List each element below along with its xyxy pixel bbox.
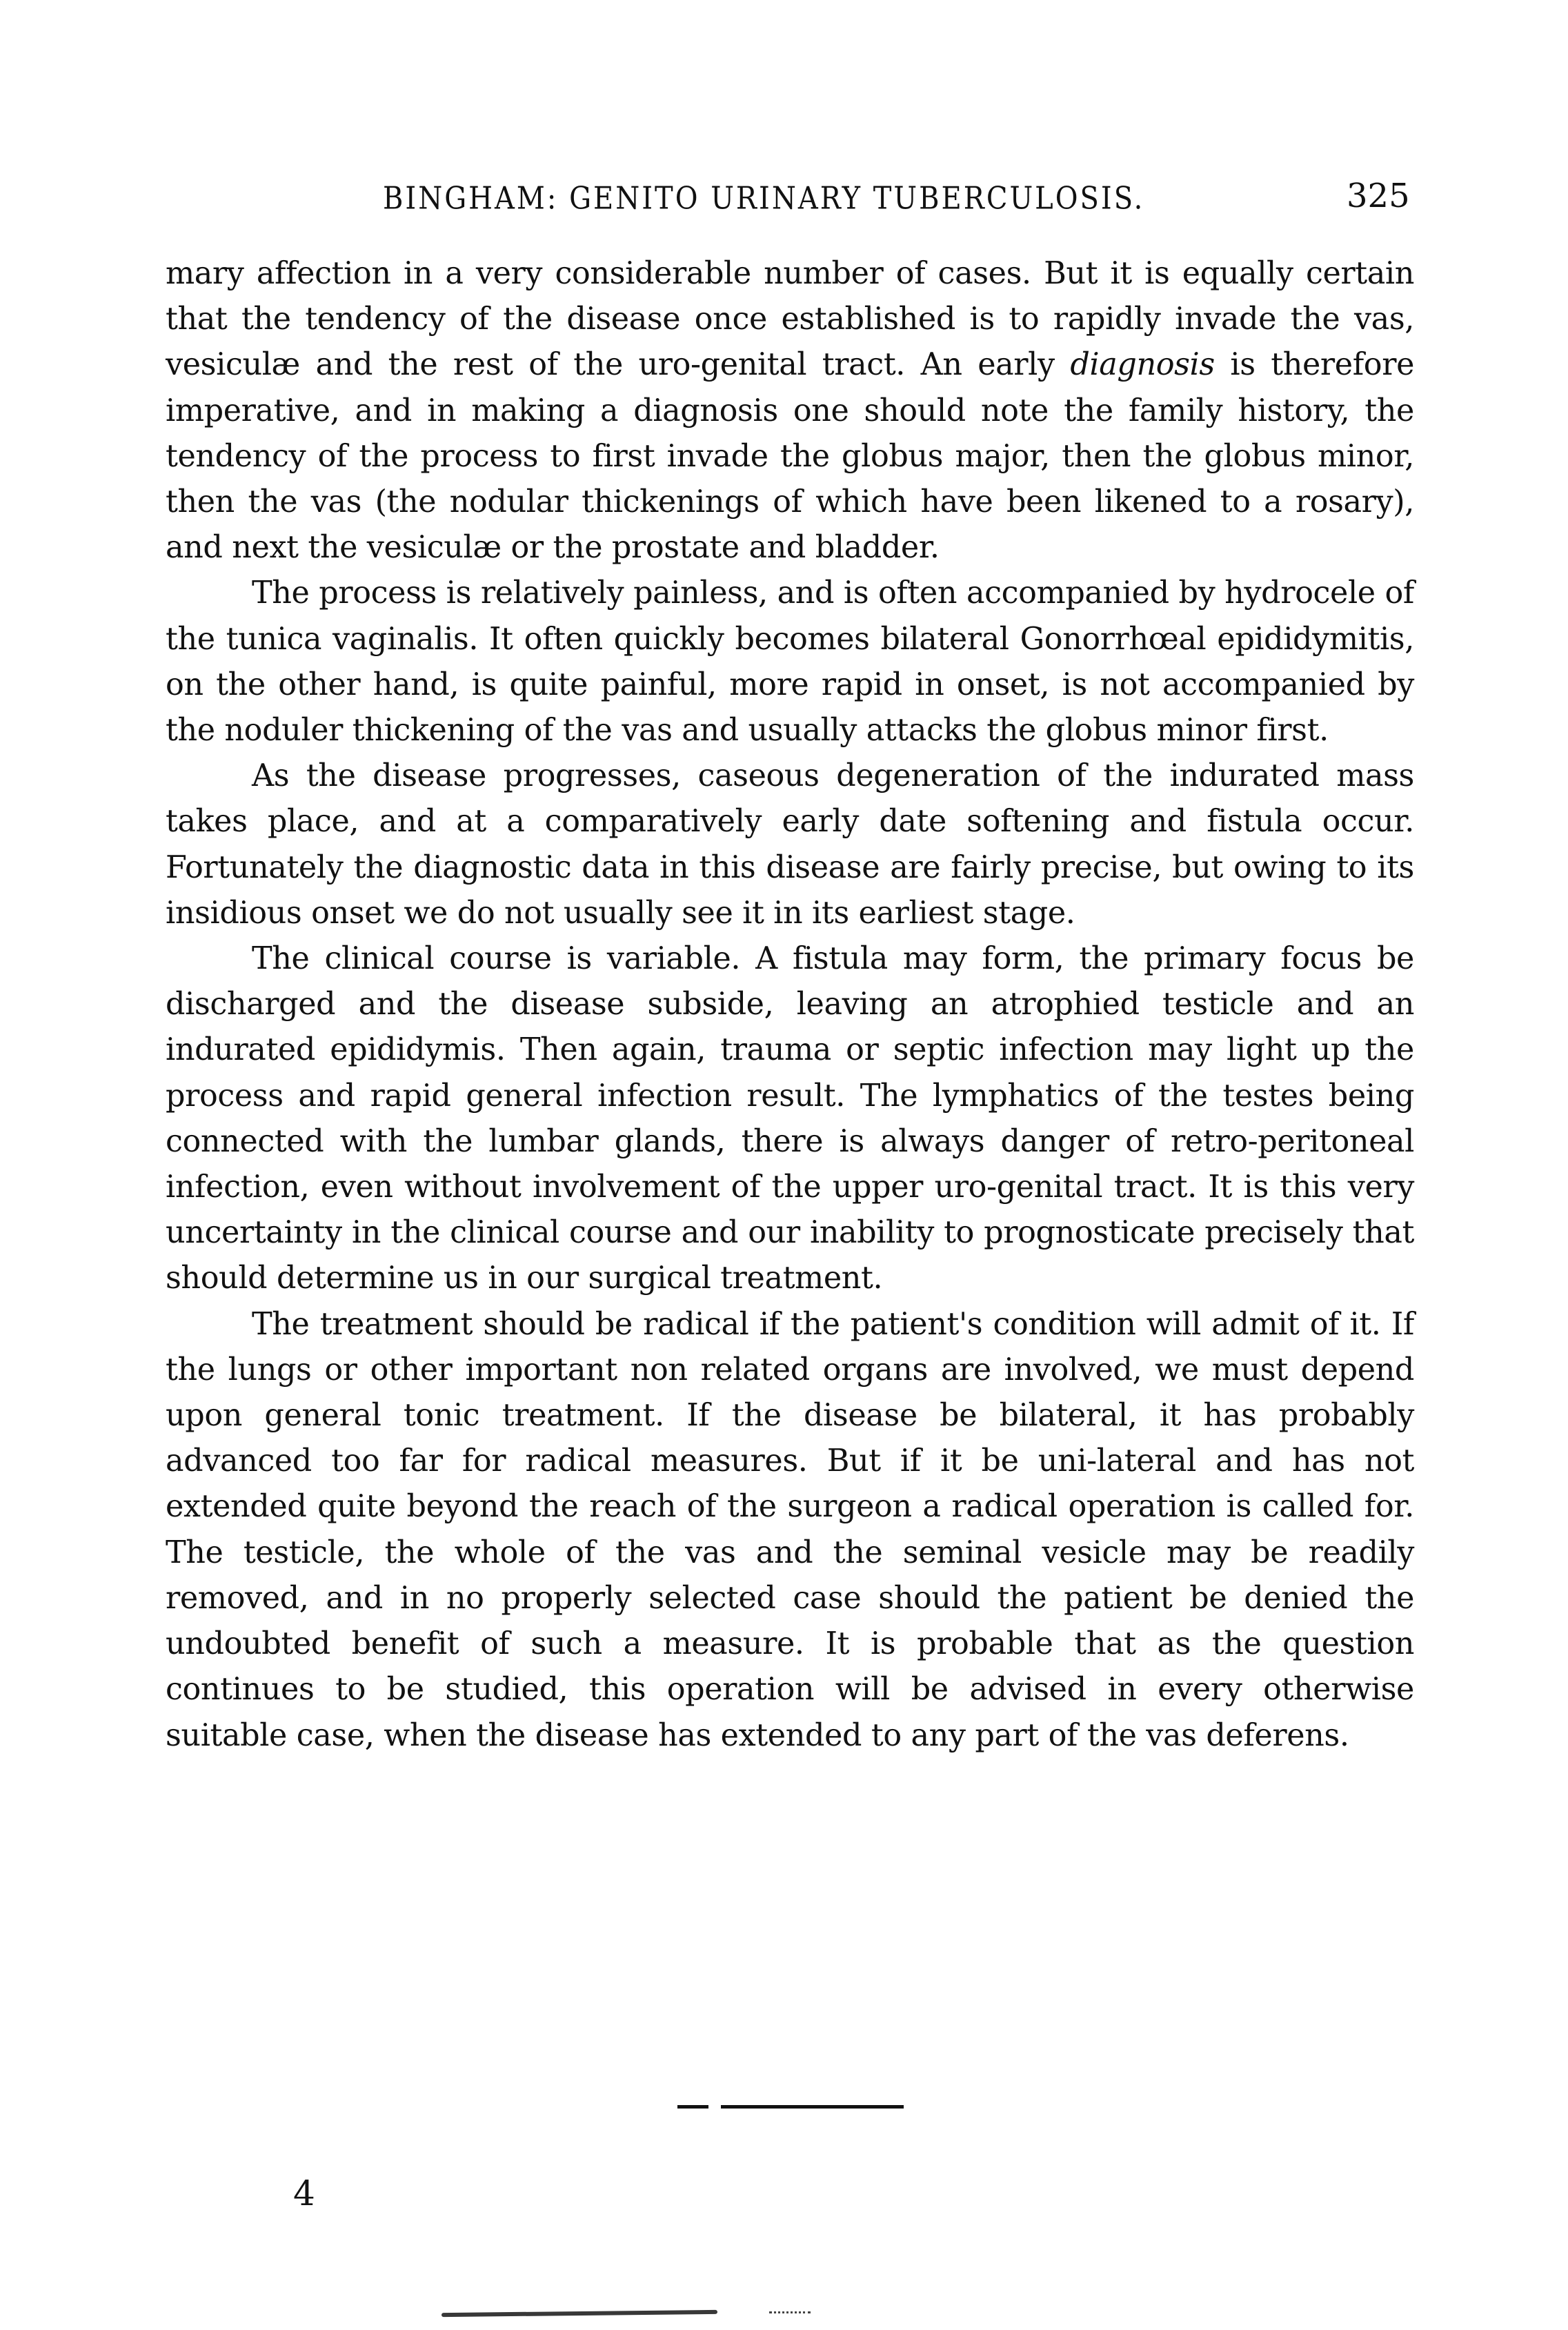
paragraph xyxy=(166,571,1414,753)
scan-artifact-line xyxy=(441,2310,717,2317)
text-run: As the disease progresses, caseous degeneration of the indurated mass takes place, and at a comparatively early date softening and fistula occur. Fortunately the diagnostic data in this disease are fairly precise, but owing to its insidious onset we do not usually see it in its earliest stage. xyxy=(166,758,1414,931)
paragraph xyxy=(166,753,1414,936)
paragraph xyxy=(166,936,1414,1302)
paragraph xyxy=(166,251,1414,571)
page-number: 325 xyxy=(1347,177,1410,215)
paragraph xyxy=(166,1302,1414,1759)
text-run: The treatment should be radical if the patient's condition will admit of it. If the lungs or other important non related organs are involved, we must depend upon general tonic treatment. If the disease be bilateral, it has probably advanced too far for radical measures. But if it be uni-lateral and has not extended quite beyond the reach of the surgeon a radical operation is called for. The testicle, the whole of the vas and the seminal vesicle may be readily removed, and in no properly selected case should the patient be denied the undoubted benefit of such a measure. It is probable that as the question continues to be studied, this operation will be advised in every otherwise suitable case, when the disease has extended to any part of the vas deferens. xyxy=(166,1306,1414,1753)
running-header xyxy=(0,177,1568,222)
text-run: mary affection in a very considerable number of cases. But it is equally certain that the tendency of the disease once established is to rapidly invade the vas, vesiculæ and the rest of the uro-genital tract. An early xyxy=(166,256,1414,383)
text-run: is therefore imperative, and in making a diagnosis one should note the family history, the tendency of the process to first invade the globus major, then the globus minor, then the vas (the nodular thickenings of which have been likened to a rosary), and next the vesiculæ or the prostate and bladder. xyxy=(166,347,1415,566)
signature-mark: 4 xyxy=(293,2173,315,2213)
italic-term: diagnosis xyxy=(1070,347,1215,383)
text-run: The clinical course is variable. A fistula may form, the primary focus be discharged and the disease subside, leaving an atrophied testicle and an indurated epididymis. Then again, trauma or septic infection may light up the process and rapid general infection result. The lymphatics of the testes being connected with the lumbar glands, there is always danger of retro-peritoneal infection, even without involvement of the upper uro-genital tract. It is this very uncertainty in the clinical course and our inability to prognosticate precisely that should determine us in our surgical treatment. xyxy=(166,941,1414,1296)
scan-artifact-dots xyxy=(769,2311,811,2316)
running-title: BINGHAM: GENITO URINARY TUBERCULOSIS. xyxy=(383,181,1145,217)
section-end-rule-short xyxy=(677,2105,708,2109)
body-text xyxy=(166,251,1414,1759)
section-end-rule-long xyxy=(721,2105,904,2109)
text-run: The process is relatively painless, and is often accompanied by hydrocele of the tunica vaginalis. It often quickly becomes bilateral Gonorrhœal epididymitis, on the other hand, is quite painful, more rapid in onset, is not accompanied by the noduler thickening of the vas and usually attacks the globus minor first. xyxy=(166,575,1414,749)
